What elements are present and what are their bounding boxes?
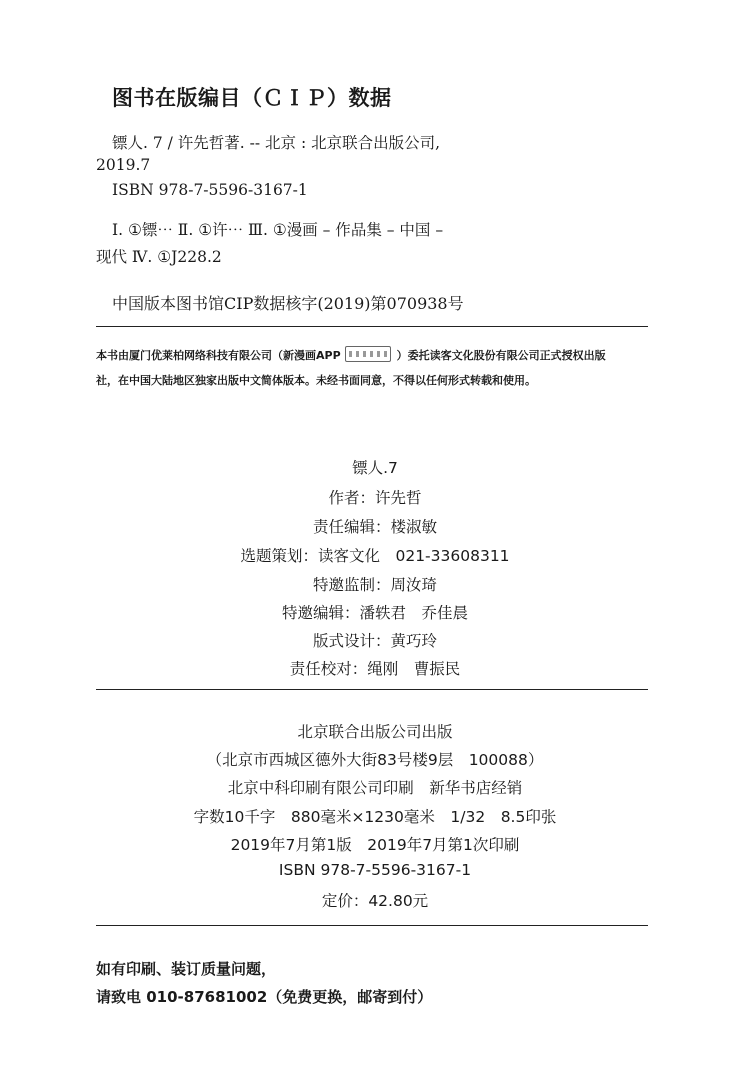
- divider: [96, 689, 648, 690]
- cip-classification-line: Ⅰ. ①镖⋯ Ⅱ. ①许⋯ Ⅲ. ①漫画 – 作品集 – 中国 –: [112, 221, 444, 239]
- credit-proofreading: [0, 657, 750, 679]
- license-notice-line-1: [96, 346, 606, 363]
- credit-label: 选题策划：: [240, 547, 318, 565]
- credit-value: 黄巧玲: [390, 632, 438, 650]
- license-notice-text-b: ）委托读客文化股份有限公司正式授权出版: [396, 349, 606, 362]
- cip-isbn-line: ISBN 978-7-5596-3167-1: [112, 181, 308, 199]
- credit-value: 读客文化 021-33608311: [317, 547, 510, 565]
- app-logo-icon: [345, 346, 391, 362]
- credit-planning: [0, 544, 750, 566]
- cip-bibliographic-line: 镖人. 7 / 许先哲著. -- 北京 : 北京联合出版公司,: [112, 134, 441, 152]
- credit-label: 责任校对：: [289, 660, 368, 678]
- book-title: 镖人.7: [352, 459, 398, 477]
- credit-special-editor: [0, 601, 750, 623]
- credit-value: 周汝琦: [390, 576, 438, 594]
- cip-record-number: 中国版本图书馆CIP数据核字(2019)第070938号: [112, 294, 464, 313]
- credit-supervisor: [0, 573, 750, 595]
- divider: [96, 925, 648, 926]
- edition-info: 2019年7月第1版 2019年7月第1次印刷: [230, 836, 520, 854]
- print-specs: 字数10千字 880毫米×1230毫米 1/32 8.5印张: [193, 808, 557, 826]
- credit-value: 潘轶君 乔佳晨: [359, 604, 469, 622]
- credit-layout-design: [0, 629, 750, 651]
- credit-label: 版式设计：: [312, 632, 391, 650]
- printer-distributor: 北京中科印刷有限公司印刷 新华书店经销: [227, 779, 523, 797]
- cip-classification-line-2: 现代 Ⅳ. ①J228.2: [96, 248, 222, 266]
- publisher-address: （北京市西城区德外大街83号楼9层 100088）: [206, 751, 544, 769]
- credit-value: 楼淑敏: [390, 518, 438, 536]
- credit-responsible-editor: [0, 515, 750, 537]
- credit-value: 绳刚 曹振民: [367, 660, 461, 678]
- credit-label: 特邀编辑：: [281, 604, 360, 622]
- license-notice-line-2: 社，在中国大陆地区独家出版中文简体版本。未经书面同意，不得以任何形式转载和使用。: [96, 374, 536, 387]
- credit-label: 特邀监制：: [312, 576, 391, 594]
- license-notice-text-a: 本书由厦门优莱柏网络科技有限公司（新漫画APP: [96, 349, 341, 362]
- cip-title: 图书在版编目（ＣＩＰ）数据: [112, 86, 392, 110]
- isbn: ISBN 978-7-5596-3167-1: [278, 861, 472, 879]
- quality-notice: 如有印刷、装订质量问题，: [96, 960, 277, 978]
- divider: [96, 326, 648, 327]
- cip-date-line: 2019.7: [96, 156, 151, 174]
- credit-author: [0, 486, 750, 508]
- price: 定价：42.80元: [321, 892, 429, 910]
- credit-label: 作者：: [328, 489, 375, 507]
- publisher-name: 北京联合出版公司出版: [297, 723, 453, 741]
- contact-phone-notice: 请致电 010-87681002（免费更换，邮寄到付）: [96, 988, 433, 1006]
- credit-label: 责任编辑：: [312, 518, 391, 536]
- credit-value: 许先哲: [375, 489, 422, 507]
